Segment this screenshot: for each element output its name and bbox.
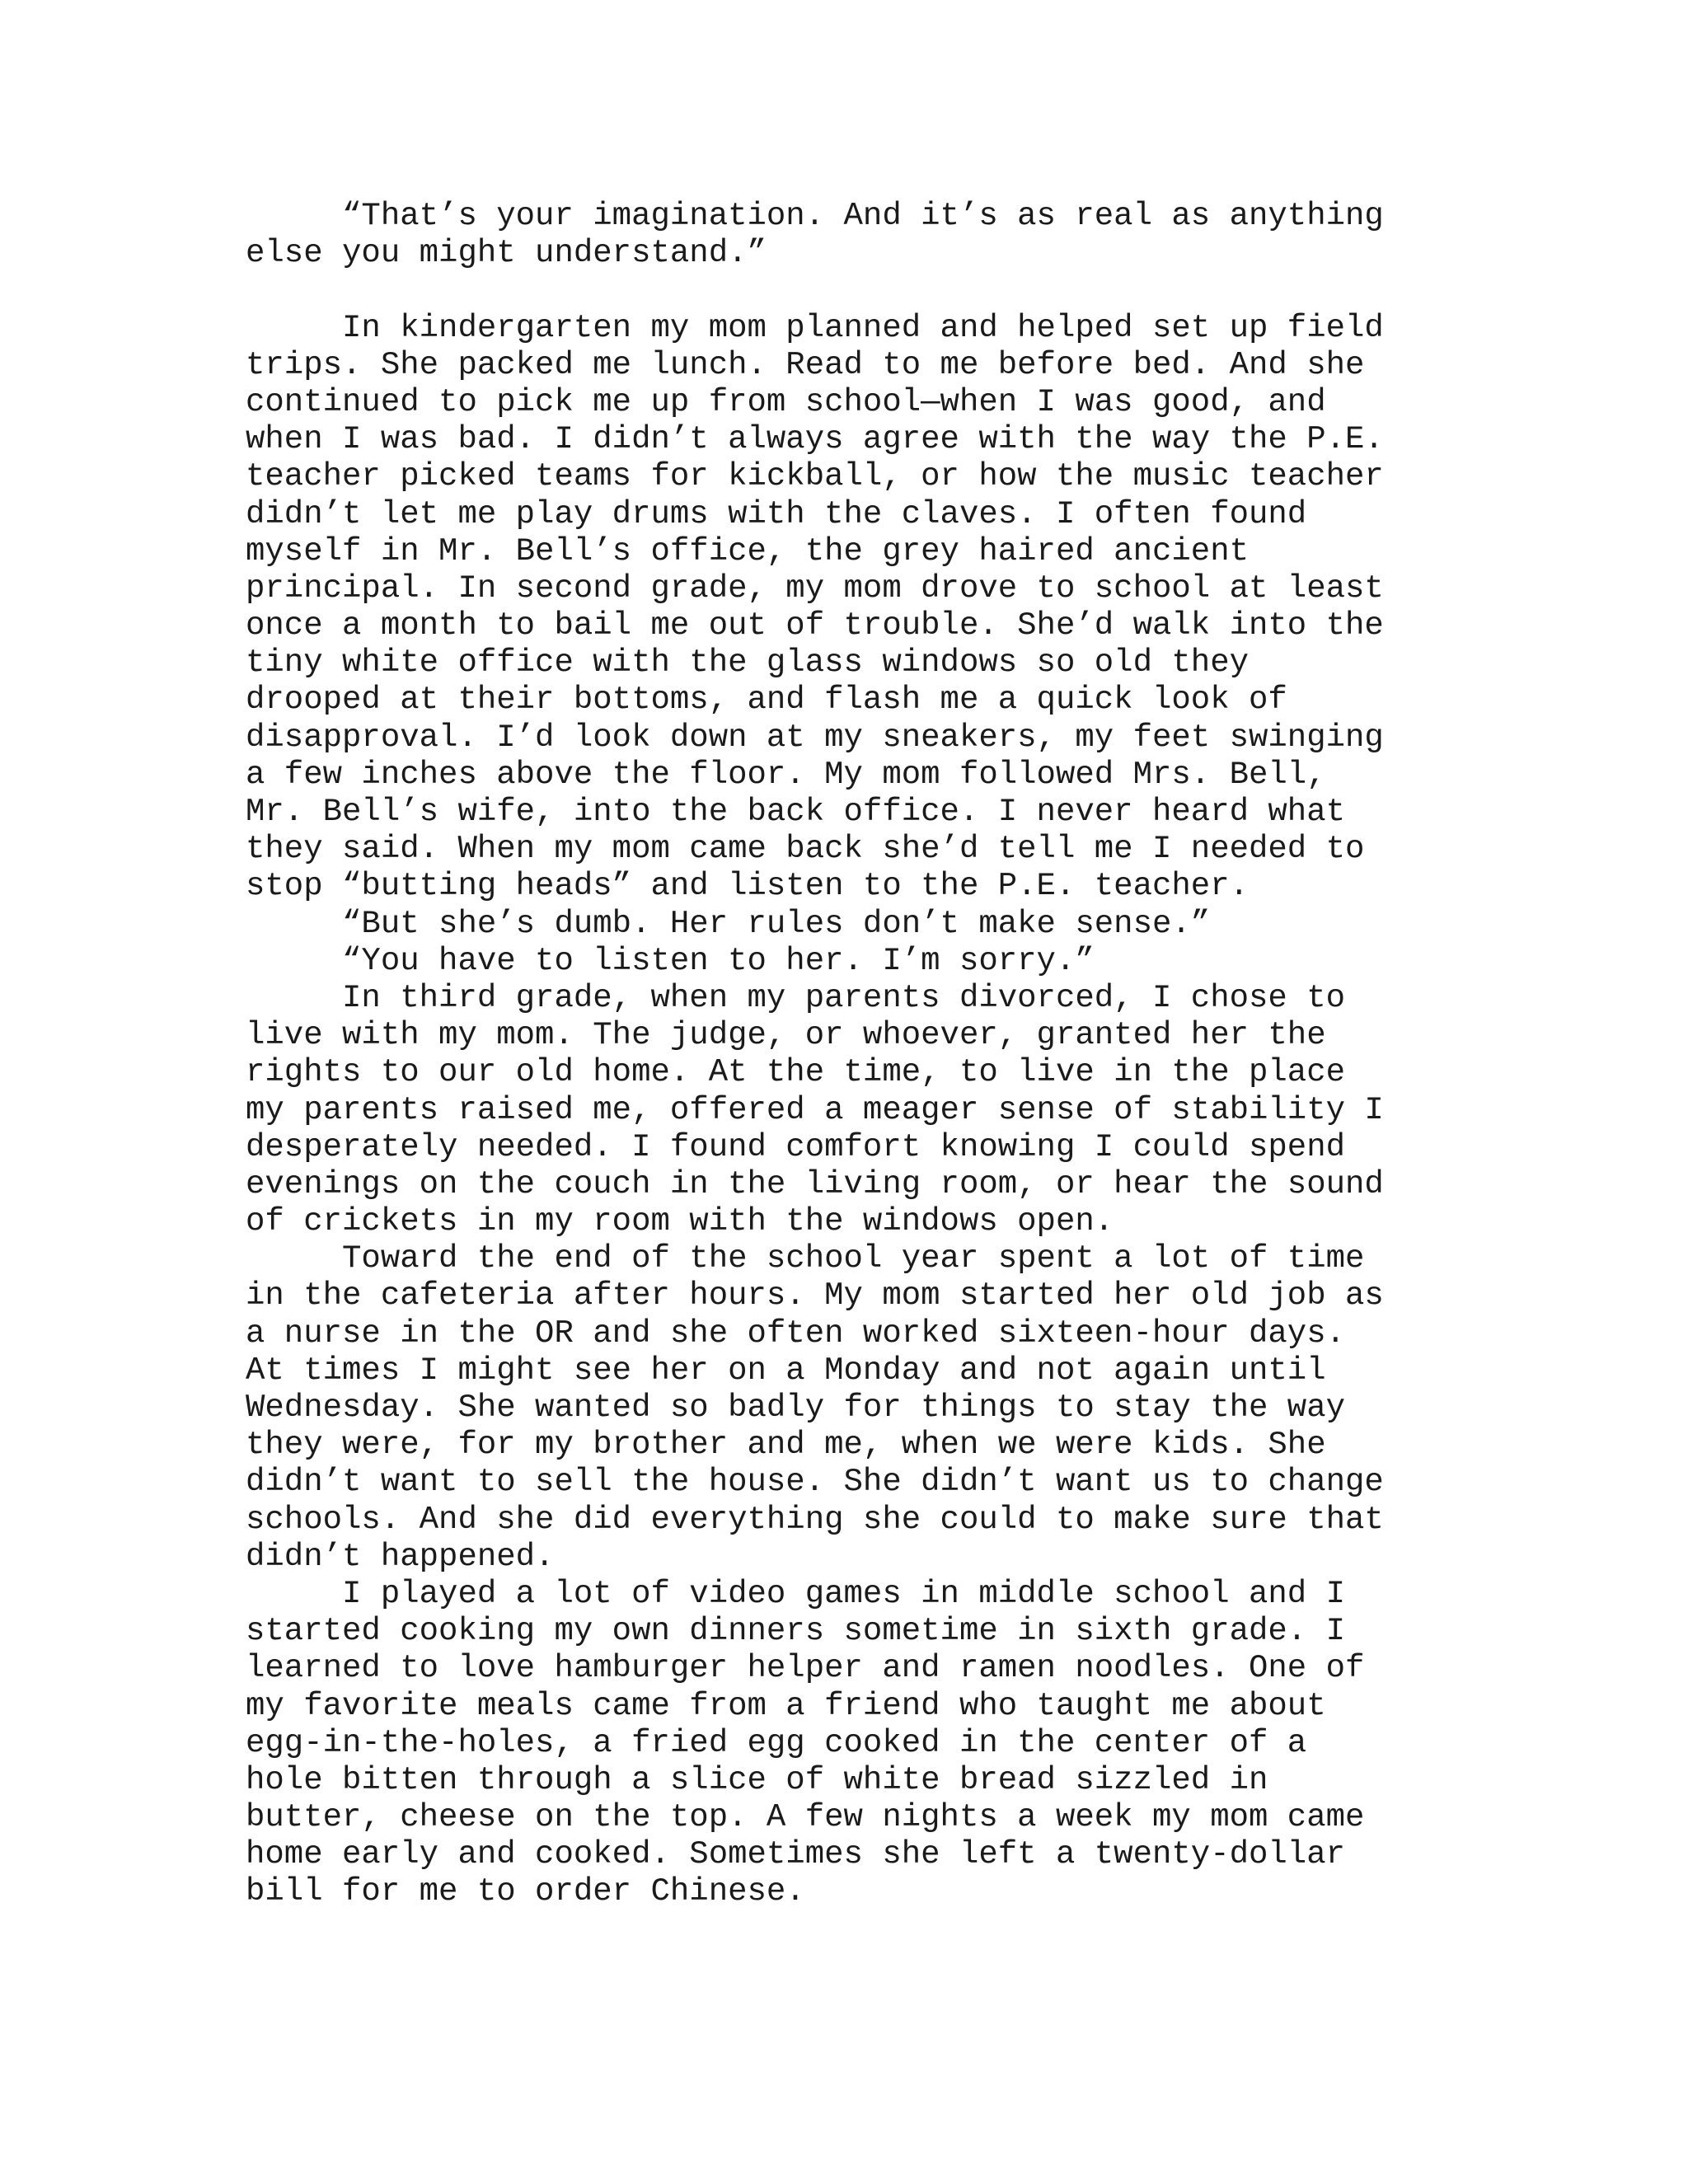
text-line: “That’s your imagination. And it’s as real as anything (246, 198, 1384, 234)
text-line: else you might understand.” (246, 235, 767, 272)
text-line: when I was bad. I didn’t always agree with the way the P.E. (246, 421, 1384, 458)
text-line: didn’t want to sell the house. She didn’t want us to change (246, 1464, 1384, 1501)
text-line: didn’t happened. (246, 1538, 555, 1575)
text-line: learned to love hamburger helper and ramen noodles. One of (246, 1650, 1365, 1687)
text-line: they were, for my brother and me, when we were kids. She (246, 1427, 1326, 1464)
text-line: bill for me to order Chinese. (246, 1873, 805, 1910)
text-line: In third grade, when my parents divorced, I chose to (246, 979, 1346, 1016)
text-line: hole bitten through a slice of white bread sizzled in (246, 1761, 1268, 1798)
text-line: evenings on the couch in the living room, or hear the sound (246, 1165, 1384, 1202)
text-line: “But she’s dumb. Her rules don’t make sense.” (246, 905, 1211, 942)
text-line: egg-in-the-holes, a fried egg cooked in the center of a (246, 1724, 1307, 1761)
text-line: of crickets in my room with the windows open. (246, 1203, 1114, 1240)
text-line: principal. In second grade, my mom drove to school at least (246, 569, 1384, 607)
text-line: my favorite meals came from a friend who taught me about (246, 1687, 1326, 1724)
text-line: a nurse in the OR and she often worked sixteen-hour days. (246, 1315, 1346, 1352)
text-line: my parents raised me, offered a meager sense of stability I (246, 1091, 1384, 1128)
text-line: At times I might see her on a Monday and not again until (246, 1352, 1326, 1389)
text-line: rights to our old home. At the time, to live in the place (246, 1054, 1346, 1091)
text-line: In kindergarten my mom planned and helped set up field (246, 309, 1384, 346)
text-line: disapproval. I’d look down at my sneakers, my feet swinging (246, 719, 1384, 756)
text-line: drooped at their bottoms, and flash me a quick look of (246, 682, 1287, 719)
body-text (246, 198, 1449, 1911)
text-line: Mr. Bell’s wife, into the back office. I never heard what (246, 794, 1346, 830)
blank-line (246, 272, 1449, 309)
text-line: didn’t let me play drums with the claves. I often found (246, 495, 1307, 532)
text-line: Wednesday. She wanted so badly for things to stay the way (246, 1390, 1346, 1426)
text-line: live with my mom. The judge, or whoever, granted her the (246, 1017, 1326, 1054)
text-line: home early and cooked. Sometimes she left a twenty-dollar (246, 1836, 1346, 1873)
text-line: started cooking my own dinners sometime in sixth grade. I (246, 1613, 1346, 1650)
text-line: myself in Mr. Bell’s office, the grey haired ancient (246, 532, 1249, 569)
text-line: once a month to bail me out of trouble. She’d walk into the (246, 607, 1384, 644)
text-line: “You have to listen to her. I’m sorry.” (246, 942, 1095, 979)
text-line: I played a lot of video games in middle school and I (246, 1575, 1346, 1612)
text-line: continued to pick me up from school—when I was good, and (246, 383, 1326, 420)
text-line: trips. She packed me lunch. Read to me before bed. And she (246, 346, 1365, 383)
text-line: teacher picked teams for kickball, or how the music teacher (246, 458, 1384, 495)
text-line: schools. And she did everything she could to make sure that (246, 1501, 1384, 1538)
text-line: desperately needed. I found comfort knowing I could spend (246, 1128, 1346, 1165)
text-line: Toward the end of the school year spent a lot of time (246, 1240, 1365, 1277)
text-line: butter, cheese on the top. A few nights a week my mom came (246, 1799, 1365, 1836)
text-line: stop “butting heads” and listen to the P.E. teacher. (246, 868, 1249, 905)
text-line: tiny white office with the glass windows so old they (246, 644, 1249, 682)
text-line: they said. When my mom came back she’d tell me I needed to (246, 831, 1365, 868)
text-line: a few inches above the floor. My mom followed Mrs. Bell, (246, 756, 1326, 793)
text-line: in the cafeteria after hours. My mom started her old job as (246, 1277, 1384, 1315)
